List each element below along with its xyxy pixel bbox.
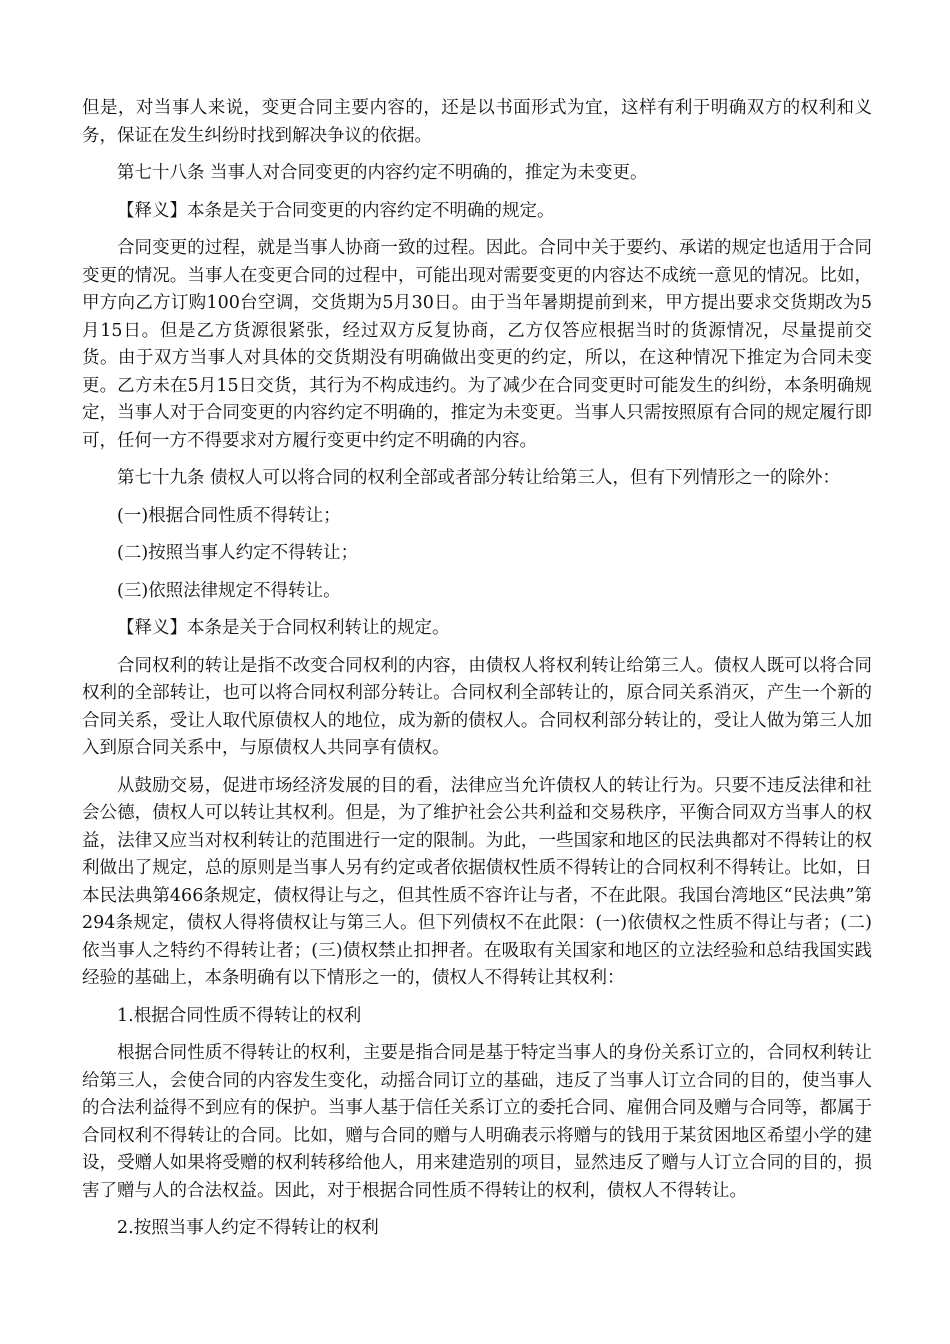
article-79-explanation-body-1: 合同权利的转让是指不改变合同权利的内容，由债权人将权利转让给第三人。债权人既可以将合同权利的全部转让，也可以将合同权利部分转让。合同权利全部转让的，原合同关系消灭，产生一个新的合同关系，受让人取代原债权人的地位，成为新的债权人。合同权利部分转让的，受让人做为第三人加入到原合同关系中，与原债权人共同享有债权。 <box>82 655 872 758</box>
document-page <box>82 95 872 1253</box>
subheading-1: 1.根据合同性质不得转让的权利 <box>117 1005 362 1026</box>
subheading-2: 2.按照当事人约定不得转让的权利 <box>117 1218 379 1238</box>
article-79-item-1: (一)根据合同性质不得转让； <box>117 505 341 526</box>
article-79-explanation-body-2: 从鼓励交易，促进市场经济发展的目的看，法律应当允许债权人的转让行为。只要不违反法律和社会公德，债权人可以转让其权利。但是，为了维护社会公共利益和交易秩序，平衡合同双方当事人的权益，法律又应当对权利转让的范围进行一定的限制。为此，一些国家和地区的民法典都对不得转让的权利做出了规定，总的原则是当事人另有约定或者依据债权性质不得转让的合同权利不得转让。比如，日本民法典第466条规定，债权得让与之，但其性质不容许让与者，不在此限。我国台湾地区“民法典”第294条规定，债权人得将债权让与第三人。但下列债权不在此限：(一)依债权之性质不得让与者；(二)依当事人之特约不得转让者；(三)债权禁止扣押者。在吸取有关国家和地区的立法经验和总结我国实践经验的基础上，本条明确有以下情形之一的，债权人不得转让其权利： <box>82 775 872 988</box>
article-78-text: 第七十八条 当事人对合同变更的内容约定不明确的，推定为未变更。 <box>117 163 648 183</box>
article-79-explanation-heading: 【释义】本条是关于合同权利转让的规定。 <box>117 618 450 638</box>
article-79-item-3: (三)依照法律规定不得转让。 <box>117 580 341 601</box>
article-79-text: 第七十九条 债权人可以将合同的权利全部或者部分转让给第三人，但有下列情形之一的除外： <box>117 468 841 488</box>
article-78-explanation-heading: 【释义】本条是关于合同变更的内容约定不明确的规定。 <box>117 200 555 221</box>
paragraph-1: 但是，对当事人来说，变更合同主要内容的，还是以书面形式为宜，这样有利于明确双方的权利和义务，保证在发生纠纷时找到解决争议的依据。 <box>82 98 872 146</box>
article-79-item-2: (二)按照当事人约定不得转让； <box>117 543 359 563</box>
subheading-1-body: 根据合同性质不得转让的权利，主要是指合同是基于特定当事人的身份关系订立的，合同权利转让给第三人，会使合同的内容发生变化，动摇合同订立的基础，违反了当事人订立合同的目的，使当事人的合法利益得不到应有的保护。当事人基于信任关系订立的委托合同、雇佣合同及赠与合同等，都属于合同权利不得转让的合同。比如，赠与合同的赠与人明确表示将赠与的钱用于某贫困地区希望小学的建设，受赠人如果将受赠的权利转移给他人，用来建造别的项目，显然违反了赠与人订立合同的目的，损害了赠与人的合法权益。因此，对于根据合同性质不得转让的权利，债权人不得转让。 <box>82 1043 872 1201</box>
article-78-explanation-body: 合同变更的过程，就是当事人协商一致的过程。因此。合同中关于要约、承诺的规定也适用于合同变更的情况。当事人在变更合同的过程中，可能出现对需要变更的内容达不成统一意见的情况。比如，甲方向乙方订购100台空调，交货期为5月30日。由于当年暑期提前到来，甲方提出要求交货期改为5月15日。但是乙方货源很紧张，经过双方反复协商，乙方仅答应根据当时的货源情况，尽量提前交货。由于双方当事人对具体的交货期没有明确做出变更的约定，所以，在这种情况下推定为合同未变更。乙方未在5月15日交货，其行为不构成违约。为了减少在合同变更时可能发生的纠纷，本条明确规定，当事人对于合同变更的内容约定不明确的，推定为未变更。当事人只需按照原有合同的规定履行即可，任何一方不得要求对方履行变更中约定不明确的内容。 <box>82 238 872 451</box>
